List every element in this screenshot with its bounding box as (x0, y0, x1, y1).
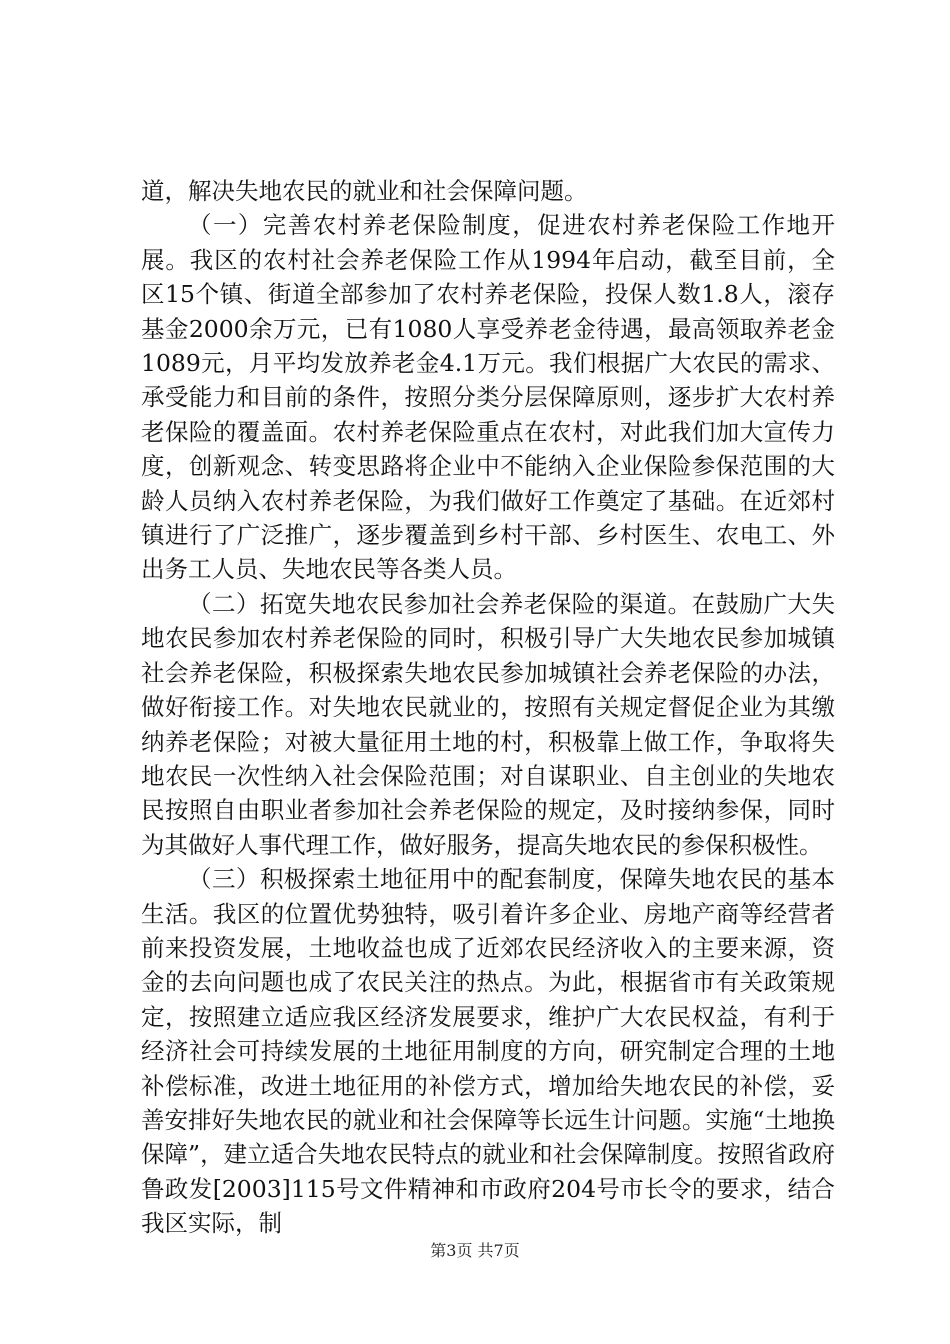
paragraph-section-3: （三）积极探索土地征用中的配套制度，保障失地农民的基本生活。我区的位置优势独特，吸引着许多企业、房地产商等经营者前来投资发展，土地收益也成了近郊农民经济收入的主要来源，资金的去向问题也成了农民关注的热点。为此，根据省市有关政策规定，按照建立适应我区经济发展要求，维护广大农民权益，有利于经济社会可持续发展的土地征用制度的方向，研究制定合理的土地补偿标准，改进土地征用的补偿方式，增加给失地农民的补偿，妥善安排好失地农民的就业和社会保障等长远生计问题。实施“土地换保障”，建立适合失地农民特点的就业和社会保障制度。按照省政府鲁政发[2003]115号文件精神和市政府204号市长令的要求，结合我区实际，制 (141, 865, 835, 1238)
paragraph-section-2: （二）拓宽失地农民参加社会养老保险的渠道。在鼓励广大失地农民参加农村养老保险的同时，积极引导广大失地农民参加城镇社会养老保险，积极探索失地农民参加城镇社会养老保险的办法，做好衔接工作。对失地农民就业的，按照有关规定督促企业为其缴纳养老保险；对被大量征用土地的村，积极靠上做工作，争取将失地农民一次性纳入社会保险范围；对自谋职业、自主创业的失地农民按照自由职业者参加社会养老保险的规定，及时接纳参保，同时为其做好人事代理工作，做好服务，提高失地农民的参保积极性。 (141, 589, 835, 859)
paragraph-section-1: （一）完善农村养老保险制度，促进农村养老保险工作地开展。我区的农村社会养老保险工作从1994年启动，截至目前，全区15个镇、街道全部参加了农村养老保险，投保人数1.8人，滚存基金2000余万元，已有1080人享受养老金待遇，最高领取养老金1089元，月平均发放养老金4.1万元。我们根据广大农民的需求、承受能力和目前的条件，按照分类分层保障原则，逐步扩大农村养老保险的覆盖面。农村养老保险重点在农村，对此我们加大宣传力度，创新观念、转变思路将企业中不能纳入企业保险参保范围的大龄人员纳入农村养老保险，为我们做好工作奠定了基础。在近郊村镇进行了广泛推广，逐步覆盖到乡村干部、乡村医生、农电工、外出务工人员、失地农民等各类人员。 (141, 211, 835, 584)
page-number-footer: 第3页 共7页 (430, 1241, 520, 1260)
document-body (141, 174, 835, 1241)
paragraph-continuation: 道，解决失地农民的就业和社会保障问题。 (141, 177, 588, 205)
